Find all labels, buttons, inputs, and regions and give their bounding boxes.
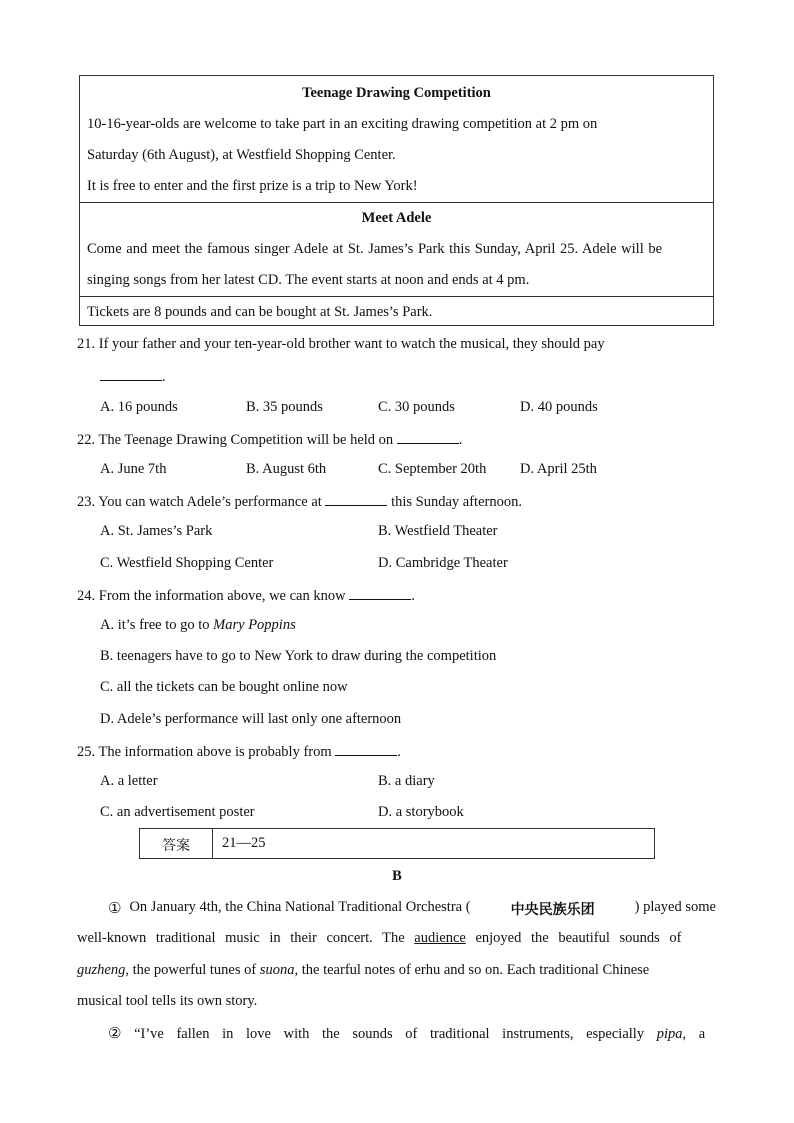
option-22-a[interactable]: A. June 7th: [100, 461, 167, 477]
question-stem: If your father and your ten-year-old brother want to watch the musical, they should pay: [98, 336, 605, 352]
question-24: 24. From the information above, we can know .: [77, 588, 415, 604]
competition-line-2: Saturday (6th August), at Westfield Shopping Center.: [87, 147, 396, 163]
answer-blank[interactable]: .: [100, 367, 166, 386]
option-23-b[interactable]: B. Westfield Theater: [378, 523, 498, 539]
answer-blank[interactable]: [397, 430, 459, 444]
p1-line1-start: On January 4th, the China National Traditional Orchestra (: [129, 899, 471, 915]
option-25-d[interactable]: D. a storybook: [378, 804, 464, 820]
p1-line1-end: ) played some: [634, 899, 716, 915]
question-stem: The Teenage Drawing Competition will be held on: [98, 432, 394, 448]
p1-line1-chinese: 中央民族乐团: [510, 902, 595, 918]
paragraph-marker: ①: [108, 899, 122, 917]
question-22: 22. The Teenage Drawing Competition will be held on .: [77, 432, 463, 448]
p2-line1-start: “I’ve fallen in love with the sounds of traditional instruments, especially: [134, 1026, 645, 1042]
option-23-c[interactable]: C. Westfield Shopping Center: [100, 555, 274, 571]
adele-title: Meet Adele: [361, 210, 432, 226]
question-stem: You can watch Adele’s performance at: [98, 494, 322, 510]
competition-title: Teenage Drawing Competition: [302, 85, 491, 101]
option-22-d[interactable]: D. April 25th: [520, 461, 597, 477]
option-italic-title: Mary Poppins: [213, 617, 296, 633]
option-24-c[interactable]: C. all the tickets can be bought online now: [100, 679, 348, 695]
paragraph-1-line-2: [77, 930, 681, 947]
p1-line3-mid: , the powerful tunes of: [125, 962, 257, 978]
question-stem: From the information above, we can know: [98, 588, 346, 604]
p1-italic-suona: suona: [259, 962, 295, 978]
option-25-c[interactable]: C. an advertisement poster: [100, 804, 255, 820]
option-21-a[interactable]: A. 16 pounds: [100, 399, 178, 415]
question-number: 22.: [77, 432, 96, 448]
question-number: 23.: [77, 494, 96, 510]
question-stem: The information above is probably from: [98, 744, 332, 760]
option-22-b[interactable]: B. August 6th: [246, 461, 327, 477]
paragraph-1-line-4: musical tool tells its own story.: [77, 993, 258, 1009]
section-b-heading: B: [392, 868, 402, 884]
option-25-a[interactable]: A. a letter: [100, 773, 158, 789]
competition-line-3: It is free to enter and the first prize is a trip to New York!: [87, 178, 418, 194]
question-stem-end: this Sunday afternoon.: [391, 494, 522, 510]
p1-line2-start: well-known traditional music in their concert. The: [77, 930, 405, 946]
option-21-b[interactable]: B. 35 pounds: [246, 399, 323, 415]
option-25-b[interactable]: B. a diary: [378, 773, 435, 789]
answer-box: [139, 828, 655, 859]
adele-line-1: Come and meet the famous singer Adele at St. James’s Park this Sunday, April 25. Adele will be: [87, 241, 663, 257]
option-24-a[interactable]: [100, 617, 296, 634]
tickets-line: Tickets are 8 pounds and can be bought at St. James’s Park.: [87, 304, 433, 320]
p1-underlined-word: audience: [414, 930, 466, 946]
p1-line3-end: , the tearful notes of erhu and so on. Each traditional Chinese: [294, 962, 650, 978]
paragraph-1-line-1: [108, 899, 716, 919]
p1-text: [129, 899, 716, 919]
option-22-c[interactable]: C. September 20th: [378, 461, 487, 477]
answer-blank[interactable]: [349, 586, 411, 600]
table-divider: [80, 296, 713, 297]
question-number: 24.: [77, 588, 96, 604]
option-24-b[interactable]: B. teenagers have to go to New York to draw during the competition: [100, 648, 497, 664]
notice-table: [79, 75, 714, 326]
answer-range[interactable]: 21—25: [222, 835, 266, 851]
answer-blank[interactable]: [335, 742, 397, 756]
question-23: [77, 492, 522, 511]
question-number: 21.: [77, 336, 96, 352]
answer-label: 答案: [162, 838, 190, 854]
competition-line-1: 10-16-year-olds are welcome to take part in an exciting drawing competition at 2 pm on: [87, 116, 598, 132]
paragraph-1-line-3: [77, 962, 649, 979]
paragraph-2-line-1: [108, 1024, 705, 1043]
answer-blank[interactable]: [325, 492, 387, 506]
option-21-c[interactable]: C. 30 pounds: [378, 399, 455, 415]
answer-box-divider: [212, 829, 213, 858]
table-divider: [80, 202, 713, 203]
option-24-d[interactable]: D. Adele’s performance will last only one afternoon: [100, 711, 402, 727]
question-25: 25. The information above is probably from .: [77, 744, 401, 760]
paragraph-marker: ②: [108, 1024, 122, 1042]
question-number: 25.: [77, 744, 96, 760]
question-21: [77, 336, 605, 353]
p2-italic-pipa: pipa: [656, 1026, 683, 1042]
adele-line-2: singing songs from her latest CD. The event starts at noon and ends at 4 pm.: [87, 272, 530, 288]
p1-line2-end: enjoyed the beautiful sounds of: [475, 930, 682, 946]
p2-line1-end: , a: [682, 1026, 706, 1042]
option-text: A. it’s free to go to: [100, 617, 210, 633]
option-23-d[interactable]: D. Cambridge Theater: [378, 555, 508, 571]
option-21-d[interactable]: D. 40 pounds: [520, 399, 598, 415]
p1-italic-guzheng: guzheng: [77, 962, 126, 978]
option-23-a[interactable]: A. St. James’s Park: [100, 523, 213, 539]
